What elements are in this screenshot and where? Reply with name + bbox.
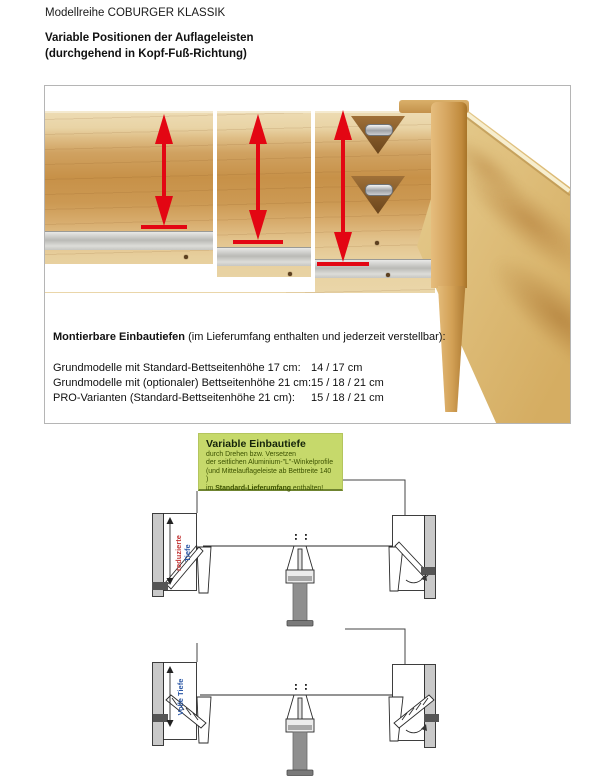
aluminum-l-profile-panel1 (45, 231, 213, 250)
callout-title: Variable Einbautiefe (206, 438, 306, 450)
panel-divider (311, 110, 315, 292)
depth-row (53, 392, 384, 404)
corner-post (431, 102, 467, 288)
depth-label: Tiefe (183, 544, 192, 562)
depth-row-value: 15 / 18 / 21 cm (311, 392, 384, 404)
callout-line-pre: im (206, 484, 216, 492)
panel-divider (213, 110, 217, 292)
adjustment-arrow-icon (155, 114, 173, 226)
arrow-head-down (155, 196, 173, 226)
depth-row-label: Grundmodelle mit Standard-Bettseitenhöhe 17 cm: (53, 362, 301, 374)
screw (288, 272, 292, 276)
arrow-head-down (334, 232, 352, 262)
position-marker-line (317, 262, 369, 266)
center-support (286, 534, 314, 626)
diagram-full-depth (153, 663, 440, 776)
photo-caption (53, 331, 446, 343)
page-title: Variable Positionen der Auflageleisten (45, 32, 254, 44)
callout-line: durch Drehen bzw. Versetzen (206, 451, 297, 458)
position-marker-line (141, 225, 187, 229)
screw (386, 273, 390, 277)
arrow-shaft (162, 140, 166, 200)
aluminum-l-profile-panel2 (217, 247, 311, 266)
position-marker-line (233, 240, 283, 244)
callout-variable-einbautiefe (198, 433, 343, 491)
page-subtitle: (durchgehend in Kopf-Fuß-Richtung) (45, 48, 247, 60)
reduced-depth-label: reduzierte (174, 535, 183, 571)
panel2-bottom-mask (217, 277, 311, 292)
depth-row-value: 15 / 18 / 21 cm (311, 377, 384, 389)
diagram-reduced-depth (152, 514, 436, 627)
adjustment-arrow-icon (334, 110, 352, 262)
arrow-shaft (341, 136, 345, 236)
bed-leg (434, 286, 467, 412)
arrow-head-down (249, 210, 267, 240)
depth-row (53, 362, 362, 374)
caption-bold: Montierbare Einbautiefen (53, 331, 186, 343)
screw (375, 241, 379, 245)
arrow-shaft (256, 140, 260, 214)
full-depth-label: Volle Tiefe (176, 678, 185, 716)
callout-line: der seitlichen Aluminium-"L"-Winkelprofile (206, 459, 334, 467)
product-photo (44, 85, 571, 424)
caption-rest: (im Lieferumfang enthalten und jederzeit verstellbar): (188, 331, 446, 343)
connector-bolt (365, 184, 393, 196)
callout-line-bold: Standard-Lieferumfang (215, 484, 291, 492)
callout-line-post: enthalten! (291, 484, 324, 492)
panel1-bottom-mask (45, 264, 213, 292)
depth-row-label: Grundmodelle mit (optionaler) Bettseitenhöhe 21 cm: (53, 377, 312, 389)
depth-row-value: 14 / 17 cm (311, 362, 363, 374)
center-support (286, 684, 314, 776)
callout-line (206, 485, 335, 493)
model-series-line: Modellreihe COBURGER KLASSIK (45, 7, 226, 19)
depth-row (53, 377, 384, 389)
callout-line: (und Mittelauflageleiste ab Bettbreite 140 ) (206, 467, 332, 484)
adjustment-arrow-icon (249, 114, 267, 240)
screw (184, 255, 188, 259)
depth-row-label: PRO-Varianten (Standard-Bettseitenhöhe 21 cm): (53, 392, 295, 404)
connector-bolt (365, 124, 393, 136)
